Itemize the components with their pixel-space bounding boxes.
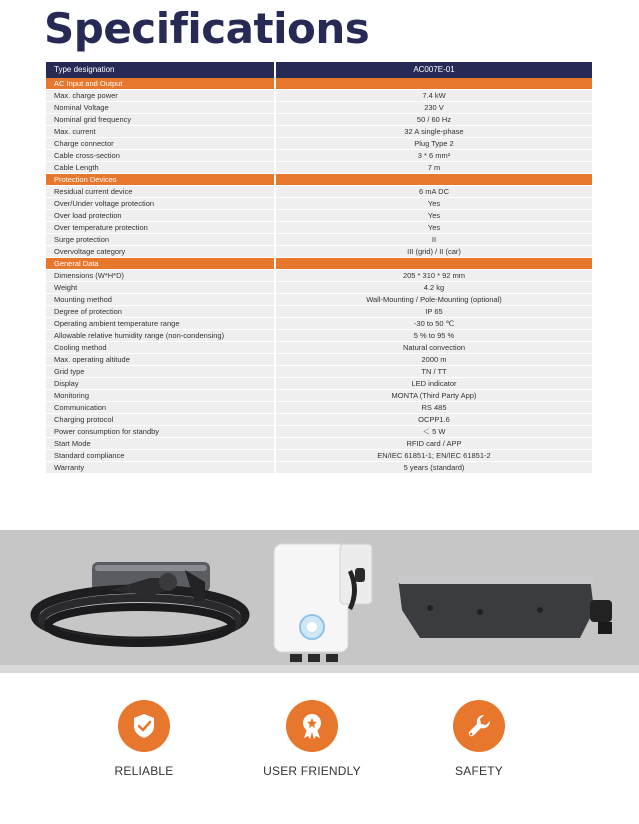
spec-value: 3 * 6 mm² <box>274 150 592 161</box>
header-model: AC007E-01 <box>274 62 592 78</box>
table-row <box>46 150 592 162</box>
table-row <box>46 402 592 414</box>
table-row <box>46 222 592 234</box>
spec-value: 205 * 310 * 92 mm <box>274 270 592 281</box>
table-row <box>46 102 592 114</box>
spec-value: 2000 m <box>274 354 592 365</box>
table-row <box>46 246 592 258</box>
product-photos <box>0 530 639 665</box>
shield-check-icon <box>118 700 170 752</box>
spec-label: Operating ambient temperature range <box>54 319 180 328</box>
spec-label: Surge protection <box>54 235 110 244</box>
table-row <box>46 282 592 294</box>
spec-value: RS 485 <box>274 402 592 413</box>
spec-value: 5 % to 95 % <box>274 330 592 341</box>
spec-label: Over load protection <box>54 211 122 220</box>
section-title: Protection Devices <box>54 175 117 184</box>
section-spacer <box>274 258 592 269</box>
spec-body <box>46 78 592 474</box>
section-header <box>46 258 592 270</box>
spec-value: LED indicator <box>274 378 592 389</box>
spec-table <box>46 62 592 474</box>
photo-band-shadow <box>0 665 639 673</box>
spec-label: Charging protocol <box>54 415 114 424</box>
spec-label: Max. current <box>54 127 96 136</box>
table-row <box>46 138 592 150</box>
table-row <box>46 450 592 462</box>
spec-label: Nominal grid frequency <box>54 115 132 124</box>
spec-value: Yes <box>274 210 592 221</box>
spec-value: -30 to 50 ℃ <box>274 318 592 329</box>
table-row <box>46 330 592 342</box>
section-spacer <box>274 78 592 89</box>
table-row <box>46 426 592 438</box>
spec-label: Nominal Voltage <box>54 103 109 112</box>
spec-value: III (grid) / II (car) <box>274 246 592 257</box>
spec-value: EN/IEC 61851-1; EN/IEC 61851-2 <box>274 450 592 461</box>
spec-label: Display <box>54 379 79 388</box>
spec-label: Residual current device <box>54 187 133 196</box>
spec-label: Mounting method <box>54 295 112 304</box>
section-title: General Data <box>54 259 99 268</box>
table-row <box>46 90 592 102</box>
wallbox-side-photo <box>398 576 612 638</box>
charger-cable-photo <box>35 562 245 643</box>
spec-value: RFID card / APP <box>274 438 592 449</box>
table-row <box>46 390 592 402</box>
table-row <box>46 294 592 306</box>
section-header <box>46 78 592 90</box>
spec-label: Max. charge power <box>54 91 118 100</box>
spec-label: Allowable relative humidity range (non-condensing) <box>54 331 225 340</box>
spec-label: Cable cross-section <box>54 151 120 160</box>
table-row <box>46 114 592 126</box>
spec-label: Communication <box>54 403 107 412</box>
spec-label: Power consumption for standby <box>54 427 160 436</box>
feature-label: RELIABLE <box>114 764 174 778</box>
header-label: Type designation <box>54 65 115 74</box>
spec-label: Over temperature protection <box>54 223 148 232</box>
spec-value: Wall-Mounting / Pole-Mounting (optional) <box>274 294 592 305</box>
spec-value: TN / TT <box>274 366 592 377</box>
spec-value: Yes <box>274 222 592 233</box>
spec-value: 4.2 kg <box>274 282 592 293</box>
product-photo-band <box>0 530 639 665</box>
feature-safety <box>399 700 559 778</box>
spec-value: Natural convection <box>274 342 592 353</box>
spec-label: Cooling method <box>54 343 107 352</box>
spec-label: Charge connector <box>54 139 114 148</box>
spec-value: OCPP1.6 <box>274 414 592 425</box>
spec-label: Overvoltage category <box>54 247 126 256</box>
feature-label: USER FRIENDLY <box>263 764 361 778</box>
section-title: AC Input and Output <box>54 79 123 88</box>
wallbox-front-photo <box>274 544 372 662</box>
feature-user-friendly <box>232 700 392 778</box>
table-row <box>46 270 592 282</box>
wrench-icon <box>453 700 505 752</box>
spec-label: Over/Under voltage protection <box>54 199 155 208</box>
spec-label: Warranty <box>54 463 85 472</box>
spec-label: Monitoring <box>54 391 90 400</box>
spec-value: 7.4 kW <box>274 90 592 101</box>
spec-value: 230 V <box>274 102 592 113</box>
section-header <box>46 174 592 186</box>
spec-value: 50 / 60 Hz <box>274 114 592 125</box>
table-row <box>46 414 592 426</box>
spec-label: Grid type <box>54 367 85 376</box>
spec-value: 32 A single-phase <box>274 126 592 137</box>
table-row <box>46 234 592 246</box>
table-row <box>46 198 592 210</box>
spec-value: 5 years (standard) <box>274 462 592 473</box>
spec-value: MONTA (Third Party App) <box>274 390 592 401</box>
spec-label: Weight <box>54 283 78 292</box>
feature-reliable <box>64 700 224 778</box>
table-row <box>46 366 592 378</box>
table-row <box>46 162 592 174</box>
table-row <box>46 318 592 330</box>
table-row <box>46 186 592 198</box>
feature-label: SAFETY <box>455 764 503 778</box>
spec-value: ＜ 5 W <box>274 426 592 437</box>
table-row <box>46 378 592 390</box>
spec-value: Yes <box>274 198 592 209</box>
spec-value: 6 mA DC <box>274 186 592 197</box>
table-row <box>46 126 592 138</box>
table-header <box>46 62 592 78</box>
spec-label: Start Mode <box>54 439 91 448</box>
table-row <box>46 462 592 474</box>
spec-value: Plug Type 2 <box>274 138 592 149</box>
spec-label: Standard compliance <box>54 451 125 460</box>
spec-value: II <box>274 234 592 245</box>
medal-star-icon <box>286 700 338 752</box>
spec-value: IP 65 <box>274 306 592 317</box>
spec-label: Dimensions (W*H*D) <box>54 271 125 280</box>
spec-label: Cable Length <box>54 163 99 172</box>
spec-label: Degree of protection <box>54 307 122 316</box>
table-row <box>46 342 592 354</box>
spec-value: 7 m <box>274 162 592 173</box>
table-row <box>46 438 592 450</box>
table-row <box>46 306 592 318</box>
spec-label: Max. operating altitude <box>54 355 130 364</box>
section-spacer <box>274 174 592 185</box>
table-row <box>46 210 592 222</box>
table-row <box>46 354 592 366</box>
page-title: Specifications <box>44 4 370 53</box>
